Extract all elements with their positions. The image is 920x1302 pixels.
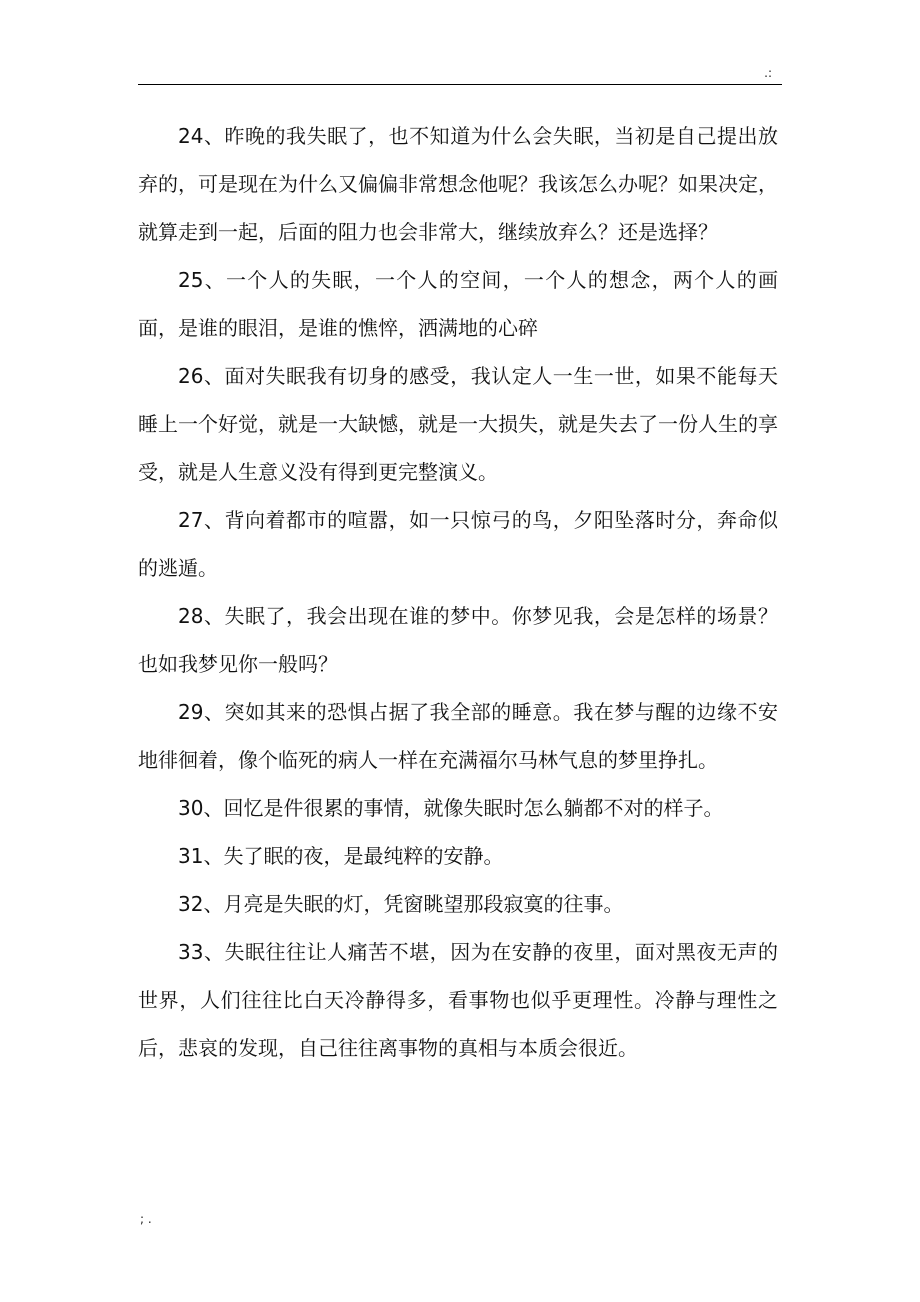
paragraph-32: 32、月亮是失眠的灯，凭窗眺望那段寂寞的往事。	[178, 892, 624, 916]
header-mark: .:	[764, 66, 772, 80]
paragraph-31: 31、失了眠的夜，是最纯粹的安静。	[178, 844, 504, 868]
document-body	[138, 112, 778, 1072]
header-rule	[138, 84, 782, 85]
paragraph-27: 27、背向着都市的喧嚣，如一只惊弓的鸟，夕阳坠落时分，奔命似的逃遁。	[138, 508, 778, 580]
paragraph-24: 24、昨晚的我失眠了，也不知道为什么会失眠，当初是自己提出放弃的，可是现在为什么又偏偏非常想念他呢？我该怎么办呢？如果决定，就算走到一起，后面的阻力也会非常大，继续放弃么？还是选择？	[138, 124, 778, 244]
paragraph-30: 30、回忆是件很累的事情，就像失眠时怎么躺都不对的样子。	[178, 796, 724, 820]
paragraph-28: 28、失眠了，我会出现在谁的梦中。你梦见我，会是怎样的场景？也如我梦见你一般吗？	[138, 604, 778, 676]
paragraph-26: 26、面对失眠我有切身的感受，我认定人一生一世，如果不能每天睡上一个好觉，就是一大缺憾，就是一大损失，就是失去了一份人生的享受，就是人生意义没有得到更完整演义。	[138, 364, 778, 484]
paragraph-29: 29、突如其来的恐惧占据了我全部的睡意。我在梦与醒的边缘不安地徘徊着，像个临死的病人一样在充满福尔马林气息的梦里挣扎。	[138, 700, 778, 772]
paragraph-25: 25、一个人的失眠，一个人的空间，一个人的想念，两个人的画面，是谁的眼泪，是谁的憔悴，洒满地的心碎	[138, 268, 778, 340]
footer-mark: ; .	[140, 1212, 152, 1226]
paragraph-33: 33、失眠往往让人痛苦不堪，因为在安静的夜里，面对黑夜无声的世界，人们往往比白天冷静得多，看事物也似乎更理性。冷静与理性之后，悲哀的发现，自己往往离事物的真相与本质会很近。	[138, 940, 778, 1060]
